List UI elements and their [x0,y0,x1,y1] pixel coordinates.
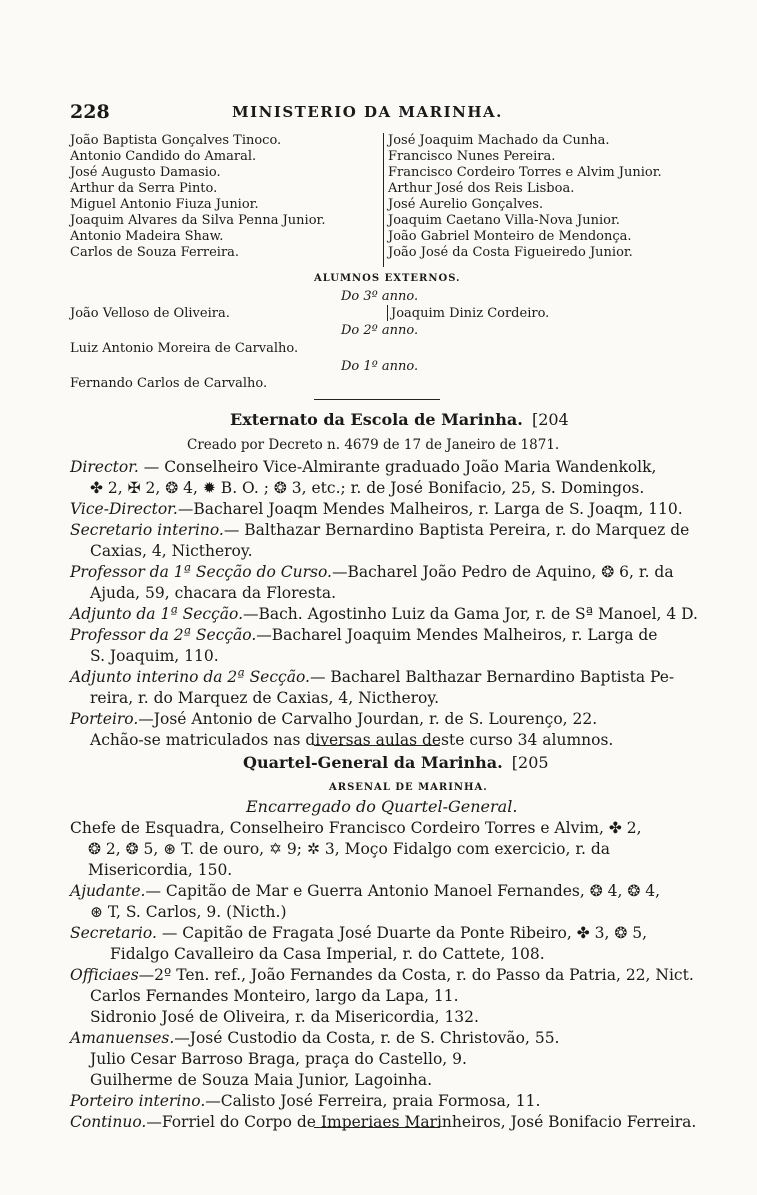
list-item: José Augusto Damasio. [70,165,221,180]
role-label: Amanuenses. [70,1029,175,1047]
role-label: Adjunto interino da 2ª Secção. [70,668,310,686]
entry-text: Achão-se matriculados nas diversas aulas deste curso 34 alumnos. [90,731,614,749]
quartel-title: Quartel-General da Marinha. [243,753,503,772]
year-2-left: Luiz Antonio Moreira de Carvalho. [70,341,299,356]
quartel-encarregado: Encarregado do Quartel-General. [246,797,518,816]
list-item: João Gabriel Monteiro de Mendonça. [388,229,632,244]
page-number: 228 [70,101,110,123]
entry-text: Julio Cesar Barroso Braga, praça do Castello, 9. [90,1050,467,1068]
externato-created: Creado por Decreto n. 4679 de 17 de Janeiro de 1871. [187,437,560,453]
entry-text: S. Joaquim, 110. [90,647,219,665]
entry-text: Guilherme de Souza Maia Junior, Lagoinha. [90,1071,433,1089]
entry-text: Misericordia, 150. [88,861,233,879]
list-item: Francisco Nunes Pereira. [388,149,556,164]
role-label: Director. [70,458,139,476]
externato-body [70,457,698,751]
quartel-ref: [205 [511,753,549,772]
section-divider [314,1127,440,1128]
externato-ref: [204 [531,410,569,429]
year-1-left: Fernando Carlos de Carvalho. [70,376,268,391]
entry-text: —Bacharel Joaqm Mendes Malheiros, r. Larga de S. Joaqm, 110. [177,500,683,518]
entry-text: reira, r. do Marquez de Caxias, 4, Nictheroy. [90,689,440,707]
list-item: Joaquim Caetano Villa-Nova Junior. [388,213,620,228]
entry-text: Chefe de Esquadra, Conselheiro Francisco Cordeiro Torres e Alvim, ✤ 2, [70,819,642,837]
list-item: Arthur José dos Reis Lisboa. [388,181,575,196]
entry-text: —Bacharel Joaquim Mendes Malheiros, r. Larga de [256,626,658,644]
year-3-right: Joaquim Diniz Cordeiro. [391,306,550,321]
list-item: Antonio Candido do Amaral. [70,149,257,164]
entry-text: — Conselheiro Vice-Almirante graduado João Maria Wandenkolk, [138,458,657,476]
students-right-column [388,133,662,261]
list-item: João Baptista Gonçalves Tinoco. [70,133,282,148]
entry-text: Caxias, 4, Nictheroy. [90,542,253,560]
list-item: Antonio Madeira Shaw. [70,229,224,244]
role-label: Continuo. [70,1113,147,1131]
role-label: Secretario. [70,924,157,942]
role-label: Officiaes [70,966,139,984]
list-item: Francisco Cordeiro Torres e Alvim Junior. [388,165,662,180]
students-left-column [70,133,325,261]
entry-text: — Balthazar Bernardino Baptista Pereira, r. do Marquez de [223,521,690,539]
entry-text: ❂ 2, ❂ 5, ⊛ T. de ouro, ✡ 9; ✲ 3, Moço Fidalgo com exercicio, r. da [88,840,611,858]
list-item: João José da Costa Figueiredo Junior. [388,245,633,260]
list-item: José Joaquim Machado da Cunha. [388,133,610,148]
externato-title-line [230,410,569,429]
entry-text: —Bacharel João Pedro de Aquino, ❂ 6, r. da [331,563,674,581]
year-3-left: João Velloso de Oliveira. [70,306,230,321]
role-label: Secretario interino. [70,521,224,539]
role-label: Professor da 2ª Secção. [70,626,257,644]
entry-text: Ajuda, 59, chacara da Floresta. [90,584,337,602]
entry-text: — Bacharel Balthazar Bernardino Baptista Pe- [309,668,675,686]
role-label: Vice-Director. [70,500,178,518]
year-1-label: Do 1º anno. [341,359,419,374]
entry-text: ⊛ T, S. Carlos, 9. (Nicth.) [90,903,287,921]
role-label: Professor da 1ª Secção do Curso. [70,563,332,581]
role-label: Porteiro. [70,710,139,728]
list-item: José Aurelio Gonçalves. [388,197,544,212]
externato-title: Externato da Escola de Marinha. [230,410,523,429]
entry-text: ✤ 2, ✠ 2, ❂ 4, ✹ B. O. ; ❂ 3, etc.; r. de José Bonifacio, 25, S. Domingos. [90,479,645,497]
list-item: Joaquim Alvares da Silva Penna Junior. [70,213,326,228]
externos-heading: ALUMNOS EXTERNOS. [314,273,461,284]
list-item: Carlos de Souza Ferreira. [70,245,240,260]
quartel-body [70,818,696,1133]
column-divider [383,133,384,267]
quartel-title-line [243,753,549,772]
entry-text: —Forriel do Corpo de Imperiaes Marinheiros, José Bonifacio Ferreira. [146,1113,697,1131]
entry-text: Sidronio José de Oliveira, r. da Misericordia, 132. [90,1008,479,1026]
entry-text: —2º Ten. ref., João Fernandes da Costa, r. do Passo da Patria, 22, Nict. [138,966,694,984]
section-divider [314,399,440,400]
entry-text: —Calisto José Ferreira, praia Formosa, 11. [205,1092,541,1110]
role-label: Porteiro interino. [70,1092,206,1110]
year-3-label: Do 3º anno. [341,289,419,304]
entry-text: — Capitão de Fragata José Duarte da Ponte Ribeiro, ✤ 3, ❂ 5, [156,924,648,942]
year-2-label: Do 2º anno. [341,323,419,338]
section-divider [314,745,440,746]
quartel-subtitle: ARSENAL DE MARINHA. [329,782,488,793]
role-label: Ajudante. [70,882,146,900]
entry-text: Carlos Fernandes Monteiro, largo da Lapa, 11. [90,987,459,1005]
entry-text: —José Custodio da Costa, r. de S. Christovão, 55. [174,1029,560,1047]
column-divider [387,305,388,321]
running-title: MINISTERIO DA MARINHA. [232,103,503,121]
entry-text: —José Antonio de Carvalho Jourdan, r. de S. Lourenço, 22. [138,710,598,728]
role-label: Adjunto da 1ª Secção. [70,605,243,623]
list-item: Miguel Antonio Fiuza Junior. [70,197,259,212]
entry-text: — Capitão de Mar e Guerra Antonio Manoel Fernandes, ❂ 4, ❂ 4, [145,882,661,900]
entry-text: Fidalgo Cavalleiro da Casa Imperial, r. do Cattete, 108. [110,945,545,963]
list-item: Arthur da Serra Pinto. [70,181,218,196]
entry-text: —Bach. Agostinho Luiz da Gama Jor, r. de Sª Manoel, 4 D. [243,605,698,623]
